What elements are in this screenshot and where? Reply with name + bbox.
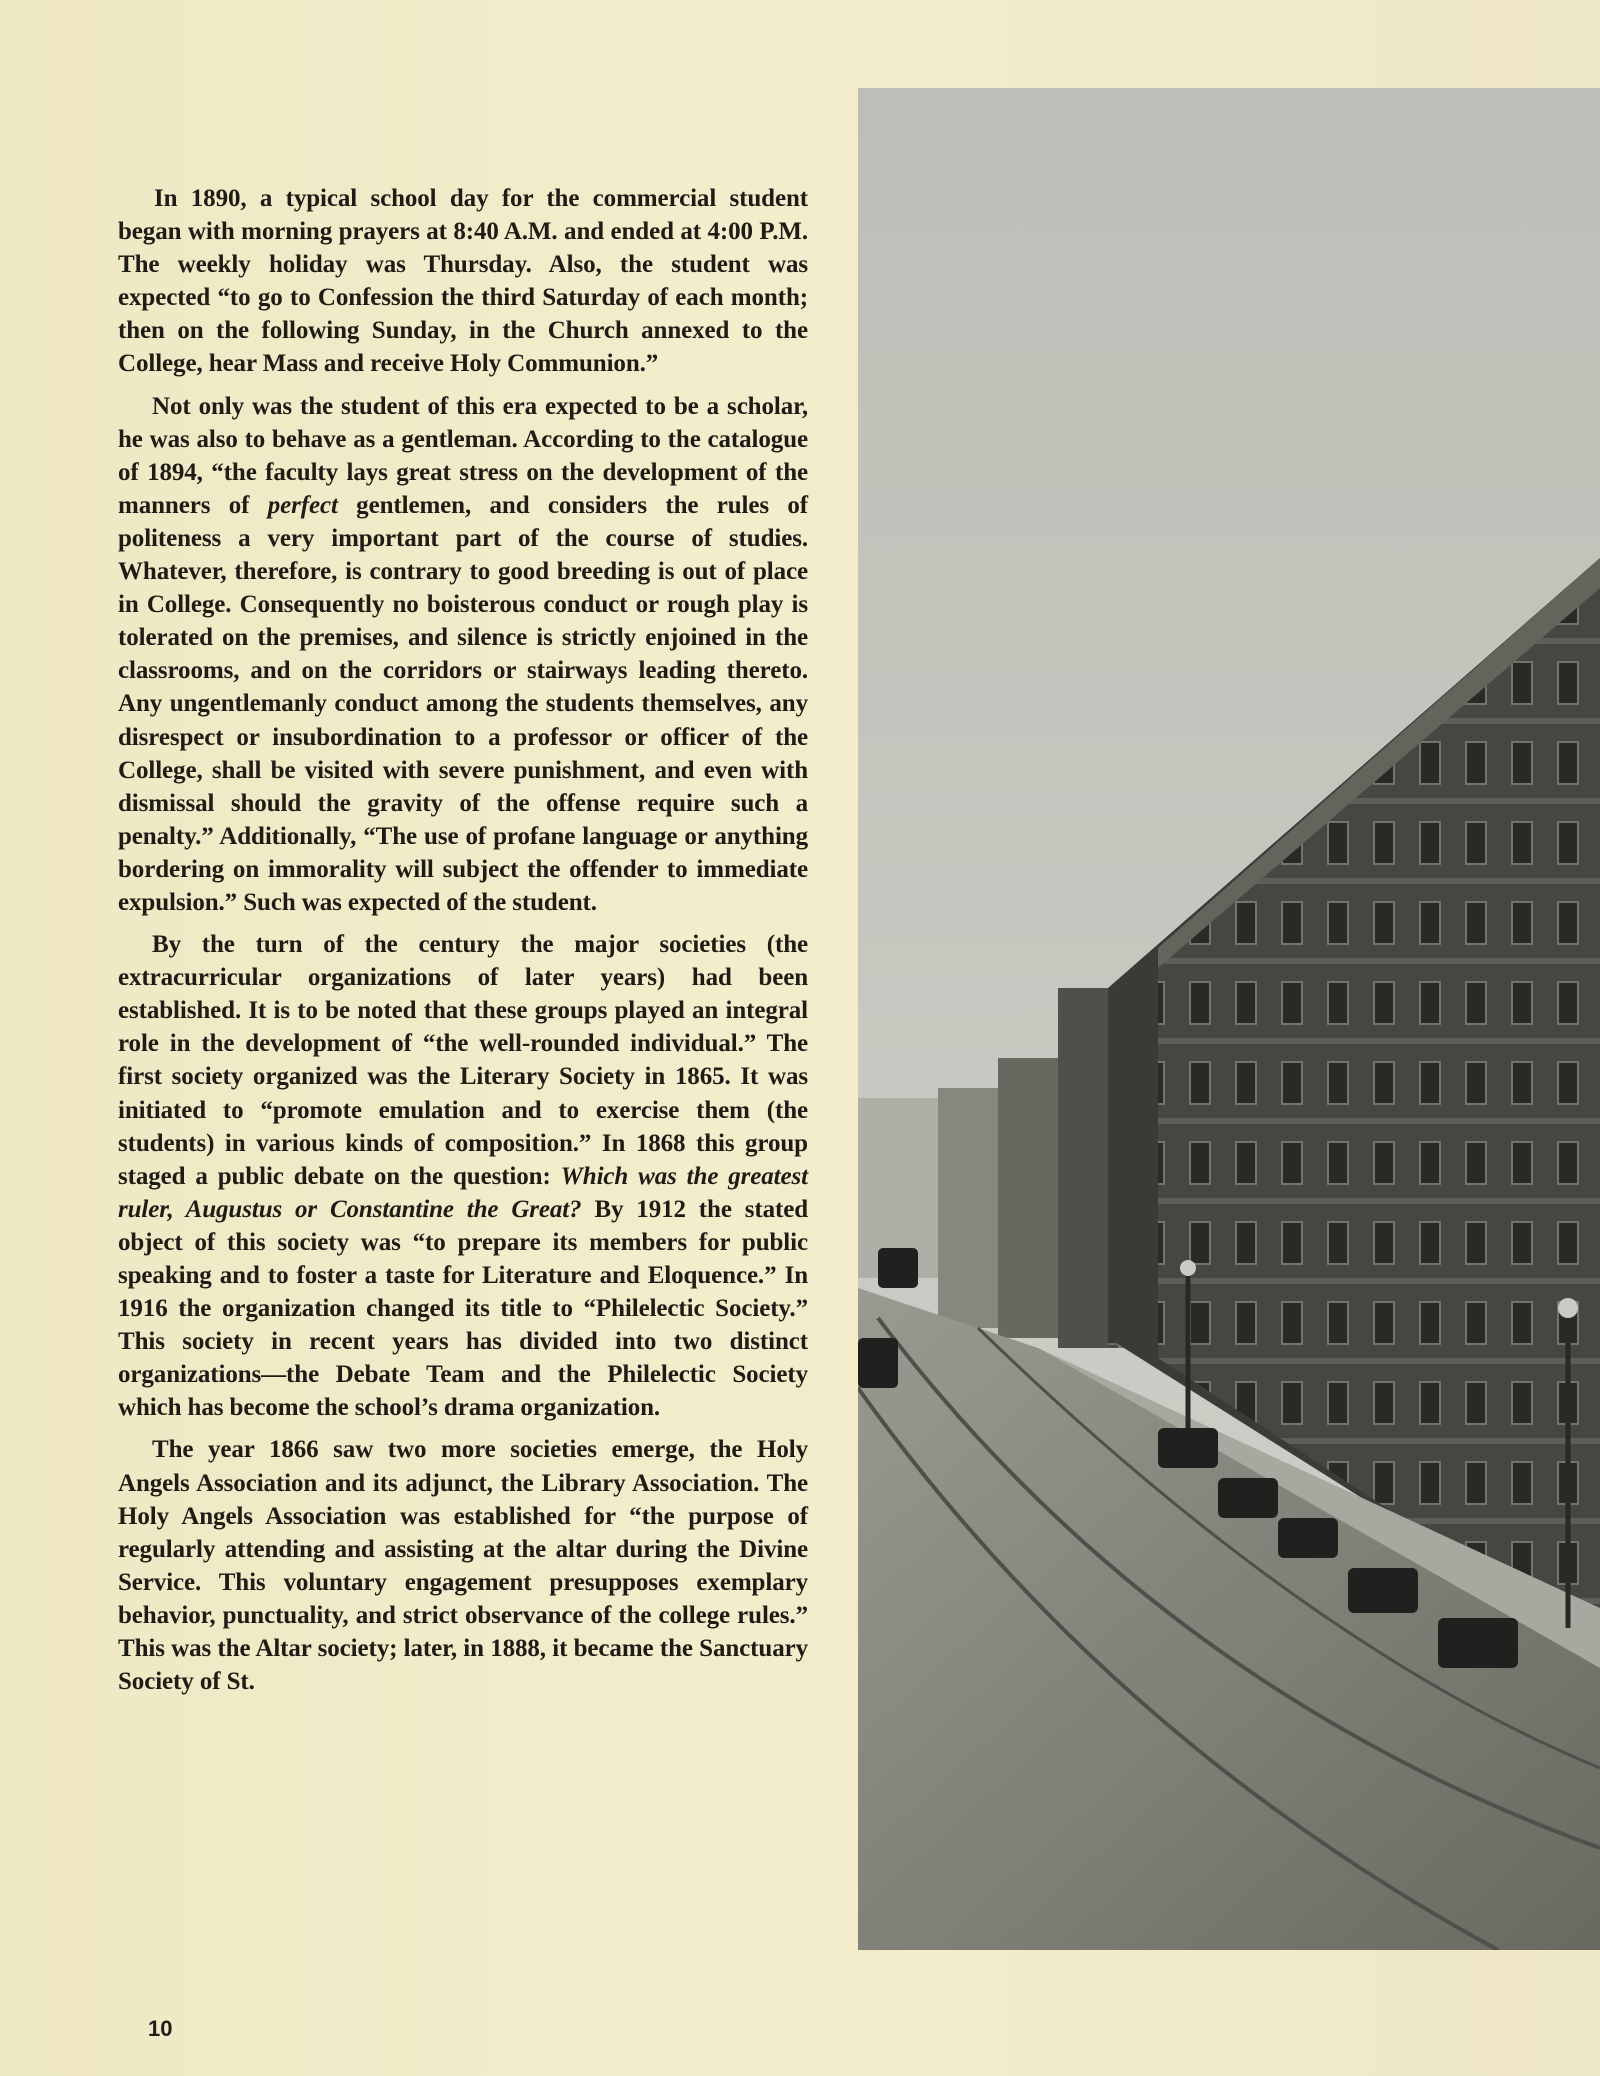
street-scene-photo [858, 88, 1600, 1950]
street-scene-illustration [858, 88, 1600, 1950]
body-paragraph [118, 928, 808, 1424]
body-paragraph [118, 182, 808, 381]
text-segment: The year 1866 saw two more societies emerge, the Holy Angels Association and its adjunct, the Library Association. The Holy Angels Association was established for “the purpose of regularly attending and assisting at the altar during the Divine Service. This voluntary engagement presupposes exemplary behavior, punctuality, and strict observance of the college rules.” This was the Altar society; later, in 1888, it became the Sanctuary Society of St. [118, 1436, 808, 1696]
text-segment: In 1890, a typical school day for the commercial student began with morning prayers at 8:40 A.M. and ended at 4:00 P.M. The weekly holiday was Thursday. Also, the student was expected “to go to Confession the third Saturday of each month; then on the following Sunday, in the Church annexed to the College, hear Mass and receive Holy Communion.” [118, 185, 808, 378]
body-paragraph [118, 390, 808, 920]
body-paragraph [118, 1433, 808, 1698]
text-segment: By the turn of the century the major societies (the extracurricular organizations of later years) had been established. It is to be noted that these groups played an integral role in the development of “the well-rounded individual.” The first society organized was the Literary Society in 1865. It was initiated to “promote emulation and to exercise them (the students) in various kinds of composition.” In 1868 this group staged a public debate on the question: [118, 931, 808, 1190]
italic-text: perfect [267, 491, 338, 519]
text-segment: Not only was the student of this era expected to be a scholar, he was also to behave as a gentleman. According to the catalogue of 1894, “the faculty lays great stress on the development of the manners of [118, 392, 808, 519]
text-segment: gentlemen, and considers the rules of politeness a very important part of the course of studies. Whatever, therefore, is contrary to good breeding is out of place in College. Consequently no boisterous conduct or rough play is tolerated on the premises, and silence is strictly enjoined in the classrooms, and on the corridors or stairways leading thereto. Any ungentlemanly conduct among the students themselves, any disrespect or insubordination to a professor or officer of the College, shall be visited with severe punishment, and even with dismissal should the gravity of the offense require such a penalty.” Additionally, “The use of profane language or anything bordering on immorality will subject the offender to immediate expulsion.” Such was expected of the student. [118, 491, 808, 916]
page-number: 10 [148, 2016, 173, 2041]
body-text-column [118, 182, 808, 1707]
italic-text: Which was the greatest ruler, Augustus or Constantine the Great? [118, 1162, 808, 1223]
text-segment: By 1912 the stated object of this society was “to prepare its members for public speaking and to foster a taste for Literature and Eloquence.” In 1916 the organization changed its title to “Philelectic Society.” This society in recent years has divided into two distinct organizations—the Debate Team and the Philelectic Society which has become the school’s drama organization. [118, 1195, 808, 1422]
